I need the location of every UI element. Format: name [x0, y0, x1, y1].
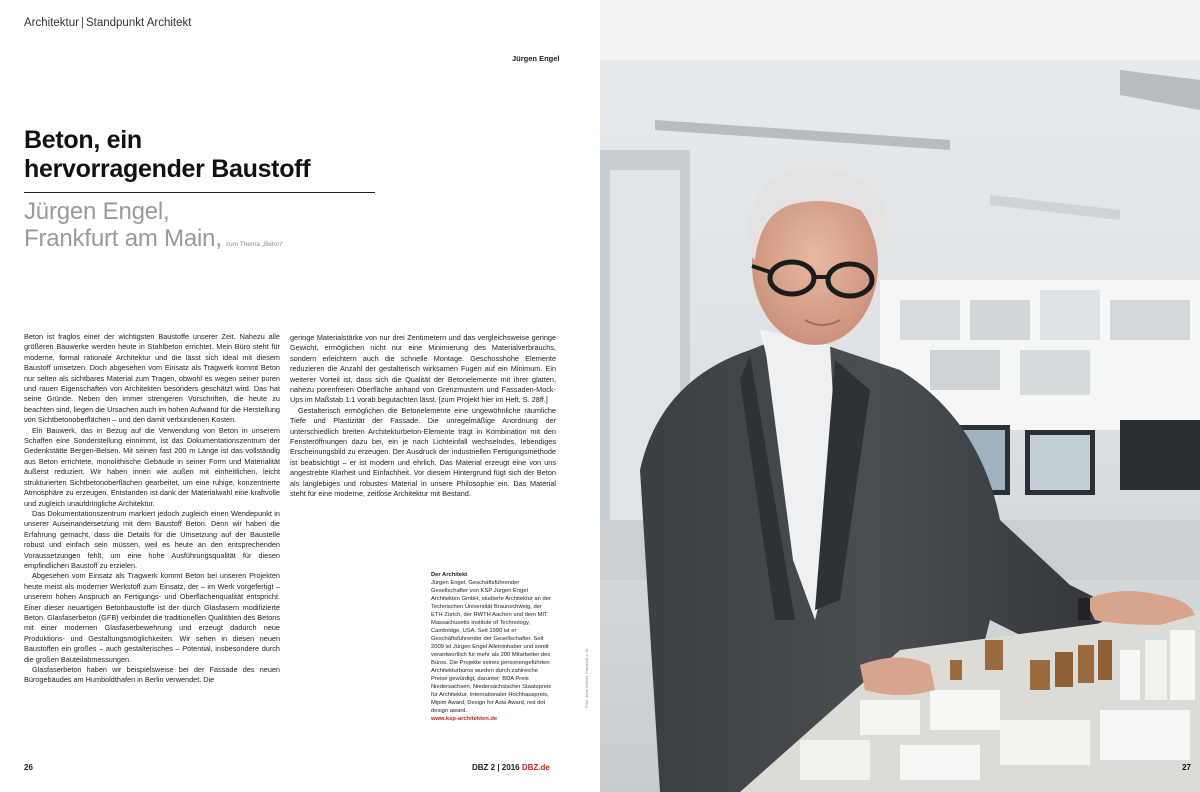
architect-portrait-photo: [600, 0, 1200, 792]
ceiling: [600, 0, 1200, 60]
page-number-right: 27: [1182, 763, 1191, 772]
model-building-white: [1100, 710, 1190, 760]
model-building-white: [860, 700, 920, 735]
drawing-sheet: [970, 300, 1030, 340]
model-building-white: [1145, 640, 1167, 700]
section-name[interactable]: Architektur: [24, 17, 79, 29]
magazine-footer: [472, 763, 550, 772]
subhead-topic: zum Thema „Beton“: [225, 241, 284, 248]
subhead: [24, 198, 283, 258]
section-label: [24, 17, 191, 29]
headline-line-2: hervorragender Baustoff: [24, 155, 311, 183]
section-separator: |: [80, 17, 84, 29]
drawing-sheet: [1040, 290, 1100, 340]
model-building-white: [800, 740, 870, 780]
model-building-wood: [1098, 640, 1112, 680]
computer-monitor: [1120, 420, 1200, 490]
drawing-sheet: [1020, 350, 1090, 395]
paragraph: Gestalterisch ermöglichen die Betonelemente eine ungewöhnliche räumliche Tiefe und Plastizität der Fassade. Die unregelmäßige Anordnung der unterschiedlich breiten Architekturbeton-Elemente trägt in Kombination mit den Fensteröffnungen dazu bei, ein je nach Lichteinfall wechselndes, lebendiges Erscheinungsbild zu erzeugen. Der Ausdruck der industriellen Fertigungsmethode ist beabsichtigt – er ist modern und ehrlich. Das Material erzeugt eine von uns angestrebte Klarheit und Einfachheit. Vor diesem Hintergrund fügt sich der Beton als langlebiges und robustes Material in unsere Philosophie ein. Das Material steht für eine moderne, zeitlose Architektur mit Bestand.: [290, 405, 556, 499]
page-number-left: 26: [24, 763, 33, 772]
headline-divider: [24, 192, 375, 193]
headline: [24, 126, 310, 184]
model-building-white: [900, 745, 980, 780]
drawing-sheet: [900, 300, 960, 340]
right-page: [600, 0, 1200, 792]
article-column-left: [24, 332, 280, 686]
article-column-right: [290, 333, 556, 500]
model-building-wood: [1030, 660, 1050, 690]
model-building-white: [1000, 720, 1090, 765]
model-building-wood: [985, 640, 1003, 670]
paragraph: Glasfaserbeton haben wir beispielsweise bei der Fassade des neuen Bürogebäudes am Humboldthafen in Berlin verwendet. Die: [24, 665, 280, 685]
architect-bio: [431, 571, 555, 723]
paragraph: Abgesehen vom Einsatz als Tragwerk kommt Beton bei unseren Projekten heute meist als moderner Werkstoff zum Einsatz, der – im Werk vorgefertigt – unserem hohen Anspruch an Fertigungs- und Oberflächenqualität entspricht. Einer dieser neuartigen Betonbaustoffe ist der durch Glasfasern modifizierte Beton. Glasfaserbeton (GFB) verbindet die traditionellen Qualitäten des Betons mit einer modernen Glasfaserbewehrung und erzeugt dadurch neue Produktions- und Gestaltungsmöglichkeiten. Wir sehen in diesen neuen Baustoffen ein großes – auch gestalterisches – Potential, insbesondere durch die großen Bauteilabmessungen.: [24, 571, 280, 664]
model-building-wood: [1055, 652, 1073, 687]
bio-title: Der Architekt: [431, 572, 468, 578]
bio-text: Jürgen Engel, Geschäftsführender Gesellschafter von KSP Jürgen Engel Architekten GmbH, studierte Architektur an der Technischen Universität Braunschweig, der ETH Zürich, der RWTH Aachen und dem MIT Massachusetts Institute of Technology, Cambridge, USA. Seit 1990 ist er Geschäftsführender der Gesellschafter. Seit 2009 ist Jürgen Engel Alleininhaber und somit verantwortlich für mehr als 200 Mitarbeiter des Büros. Die Projekte seines personengeführten Architekturbüros wurden durch zahlreiche Preise gewürdigt, darunter: BDA Preis Niedersachsen, Niedersächsischer Staatspreis für Architektur, Internationaler Hochhauspreis, Mipim Award, Design for Asia Award, red dot design award.: [431, 580, 552, 714]
headline-line-1: Beton, ein: [24, 126, 142, 154]
paragraph: Das Dokumentationszentrum markiert jedoch zugleich einen Wendepunkt in unserer Auseinandersetzung mit dem Baustoff Beton. Denn wir haben die Erfahrung gemacht, dass die Details für die Umsetzung auf der Baustelle robust und einfach sein müssen, weil es heute an den entsprechenden Voraussetzungen fehlt, um eine hohe Ausführungsqualität für diesen empfindlichen Baustoff zu erzielen.: [24, 508, 280, 570]
subsection-name[interactable]: Standpunkt Architekt: [85, 17, 192, 29]
model-building-white: [930, 690, 1000, 730]
paragraph: Beton ist fraglos einer der wichtigsten Baustoffe unserer Zeit. Nahezu alle größeren Bauwerke werden heute in Stahlbeton errichtet. Mein Büro steht für moderne, formal rationale Architektur und die lässt sich ideal mit diesem Baustoff umsetzen. Doch abgesehen vom Einsatz als Tragwerk kommt Beton nur selten als sichtbares Material zum Tragen, obwohl es wegen seiner puren und rauen Eigenschaften von Architekten besonders geschätzt wird. Das hat seine Gründe. Neben den immer strengeren Vorschriften, die heute zu beachten sind, liegen die Ursachen auch im hohen Aufwand für die Herstellung von Sichtbetonoberflächen – und den damit verbundenen Kosten.: [24, 332, 280, 425]
author-tag: Jürgen Engel: [512, 54, 560, 63]
paragraph: geringe Materialstärke von nur drei Zentimetern und das vergleichsweise geringe Gewicht, ermöglichen nicht nur eine Minimierung des Materialverbrauchs, sondern erleichtern auch die schnelle Montage. Geschosshohe Elemente reduzieren die Anzahl der gestalterisch wirksamen Fugen auf ein Minimum. Ein weiterer Vorteil ist, dass sich die Qualität der Betonelemente mit ihrer glatten, nahezu porenfreien Oberfläche anhand von Grenzmustern und Fassaden-Mock-Ups im Maßstab 1:1 vorab begutachten lässt. [zum Projekt hier im Heft, S. 28ff.]: [290, 333, 556, 405]
drawing-sheet: [930, 350, 1000, 390]
magazine-site-link[interactable]: DBZ.de: [521, 763, 550, 772]
subhead-line-2: Frankfurt am Main,: [24, 225, 222, 252]
bio-website-link[interactable]: www.ksp-architekten.de: [431, 716, 498, 722]
model-building-white: [1170, 630, 1195, 700]
model-building-wood: [1078, 645, 1094, 683]
model-building-wood: [950, 660, 962, 680]
magazine-issue: DBZ 2 | 2016: [472, 763, 520, 772]
subhead-line-1: Jürgen Engel,: [24, 198, 170, 225]
monitor-screen: [1030, 435, 1090, 490]
hand-left: [860, 658, 935, 696]
photo-credit: Foto: Jens Gerber, Frankfurt a. M.: [584, 647, 589, 708]
drawing-sheet: [1110, 300, 1190, 340]
paragraph: Ein Bauwerk, das in Bezug auf die Verwendung von Beton in unserem Schaffen eine Sonderstellung einnimmt, ist das Dokumentationszentrum der Gedenkstätte Bergen-Belsen. Mit seinen fast 200 m Länge ist das vollständig aus Beton errichtete, monolithische Gebäude in seiner Form und Materialität äußerst reduziert. Wir haben innen wie außen mit einheitlichen, leicht strukturierten Sichtbetonoberflächen gearbeitet, um eine ruhige, konzentrierte Atmosphäre zu erzeugen. Entstanden ist dank der Materialwahl eine kraftvolle und zugleich unaufdringliche Architektur.: [24, 425, 280, 508]
wristwatch: [1078, 598, 1090, 620]
model-building-white: [1120, 650, 1140, 700]
